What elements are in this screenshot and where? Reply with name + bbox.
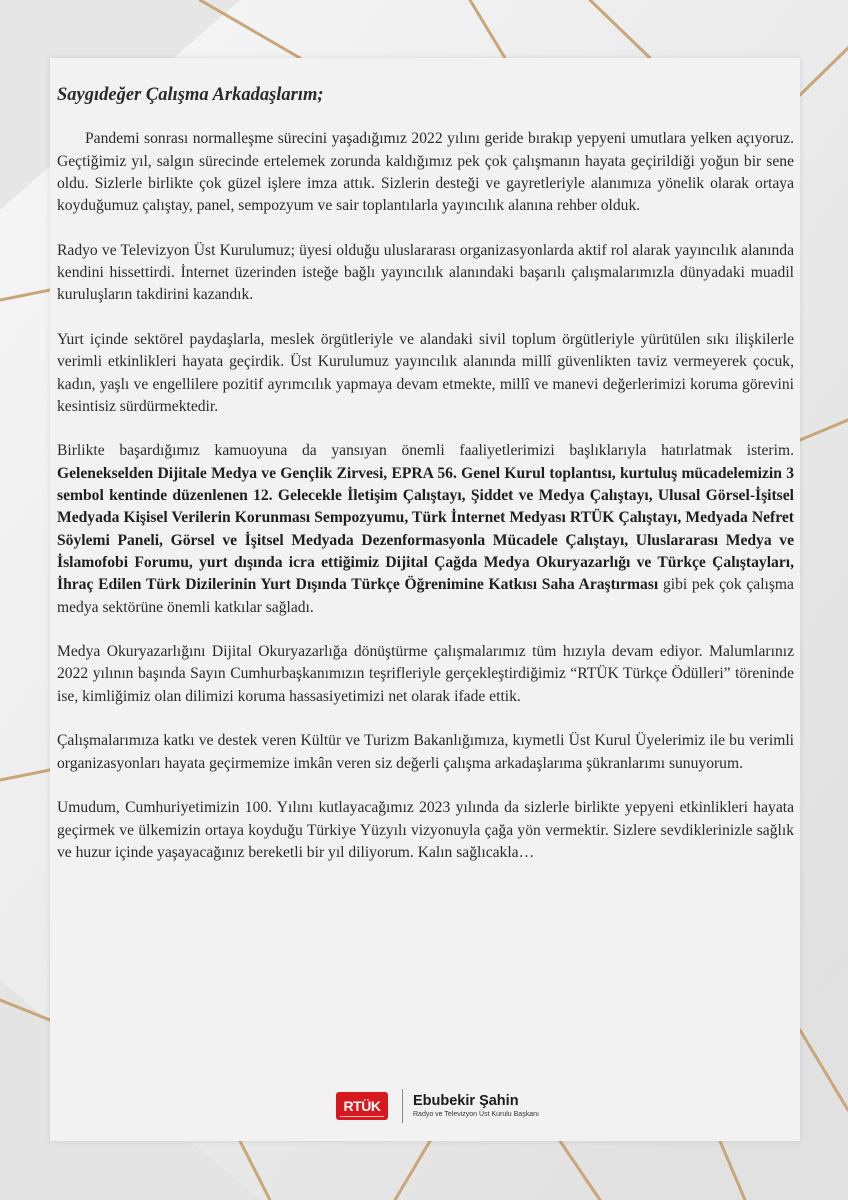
signatory-name: Ebubekir Şahin	[413, 1093, 519, 1109]
paragraph-4-intro: Birlikte başardığımız kamuoyuna da yansıyan önemli faaliyetlerimizi başlıklarıyla hatırlatmak isterim.	[57, 442, 794, 460]
paragraph-4-outro: gibi pek çok çalışma medya sektörüne önemli katkılar sağladı.	[57, 576, 794, 616]
rtuk-logo: RTÜK	[336, 1092, 388, 1120]
signatory-title: Radyo ve Televizyon Üst Kurulu Başkanı	[413, 1111, 539, 1118]
paragraph-6: Çalışmalarımıza katkı ve destek veren Kültür ve Turizm Bakanlığımıza, kıymetli Üst Kurul Üyelerimiz ile bu verimli organizasyonları hayata geçirmemize imkân veren siz değerli çalışma arkadaşlarıma şükranlarımı sunuyorum.	[57, 732, 794, 772]
paragraph-4	[57, 440, 794, 618]
paragraph-7: Umudum, Cumhuriyetimizin 100. Yılını kutlayacağımız 2023 yılında da sizlerle birlikte yepyeni etkinlikleri hayata geçirmek ve ülkemizin ortaya koyduğu Türkiye Yüzyılı vizyonuyla çağa yön vermektir. Sizlere sevdiklerinizle sağlık ve huzur içinde yaşayacağınız bereketli bir yıl diliyorum. Kalın sağlıcakla…	[57, 799, 794, 861]
salutation: Saygıdeğer Çalışma Arkadaşlarım;	[57, 85, 324, 105]
letter-body	[57, 84, 794, 886]
paragraph-3: Yurt içinde sektörel paydaşlarla, meslek örgütleriyle ve alandaki sivil toplum örgütleriyle yürütülen sıkı ilişkilerle verimli etkinlikleri hayata geçirdik. Üst Kurulumuz yayıncılık alanında millî güvenlikten taviz vermeyerek çocuk, kadın, yaşlı ve engellilere pozitif ayrımcılık yapmaya devam etmekte, millî ve manevi değerlerimizi koruma görevini kesintisiz sürdürmektedir.	[57, 330, 794, 415]
paragraph-2: Radyo ve Televizyon Üst Kurulumuz; üyesi olduğu uluslararası organizasyonlarda aktif rol alarak yayıncılık alanında kendini hissettirdi. İnternet üzerinden isteğe bağlı yayıncılık alanındaki başarılı çalışmalarımızla dünyadaki muadil kuruluşların takdirini kazandık.	[57, 241, 794, 304]
signature-block	[336, 1086, 539, 1126]
activities-list: Gelenekselden Dijitale Medya ve Gençlik Zirvesi, EPRA 56. Genel Kurul toplantısı, kurtuluş mücadelemizin 3 sembol kentinde düzenlenen 12. Gelecekle İletişim Çalıştayı, Şiddet ve Medya Çalıştayı, Ulusal Görsel-İşitsel Medyada Kişisel Verilerin Korunması Sempozyumu, Türk İnternet Medyası RTÜK Çalıştayı, Medyada Nefret Söylemi Paneli, Görsel ve İşitsel Medyada Dezenformasyonla Mücadele Çalıştayı, Uluslararası Medya ve İslamofobi Forumu, yurt dışında icra ettiğimiz Dijital Çağda Medya Okuryazarlığı ve Türkçe Çalıştayları, İhraç Edilen Türk Dizilerinin Yurt Dışında Türkçe Öğrenimine Katkısı Saha Araştırması	[57, 464, 794, 594]
signature-divider	[402, 1089, 403, 1123]
paragraph-1: Pandemi sonrası normalleşme sürecini yaşadığımız 2022 yılını geride bırakıp yepyeni umutlara yelken açıyoruz. Geçtiğimiz yıl, salgın sürecinde ertelemek zorunda kaldığımız pek çok çalışmanın hayata geçirildiği yoğun bir sene oldu. Sizlerle birlikte çok güzel işlere imza attık. Sizlerin desteği ve gayretleriyle alanımıza yönelik olarak ortaya koyduğumuz çalıştay, panel, sempozyum ve sair toplantılarla yayıncılık alanına rehber olduk.	[57, 130, 794, 215]
paragraph-5: Medya Okuryazarlığını Dijital Okuryazarlığa dönüştürme çalışmalarımız tüm hızıyla devam ediyor. Malumlarınız 2022 yılının başında Sayın Cumhurbaşkanımızın teşrifleriyle gerçekleştirdiğimiz “RTÜK Türkçe Ödülleri” töreninde ise, kimliğimiz olan dilimizi koruma hassasiyetimizi net olarak ifade ettik.	[57, 643, 794, 705]
